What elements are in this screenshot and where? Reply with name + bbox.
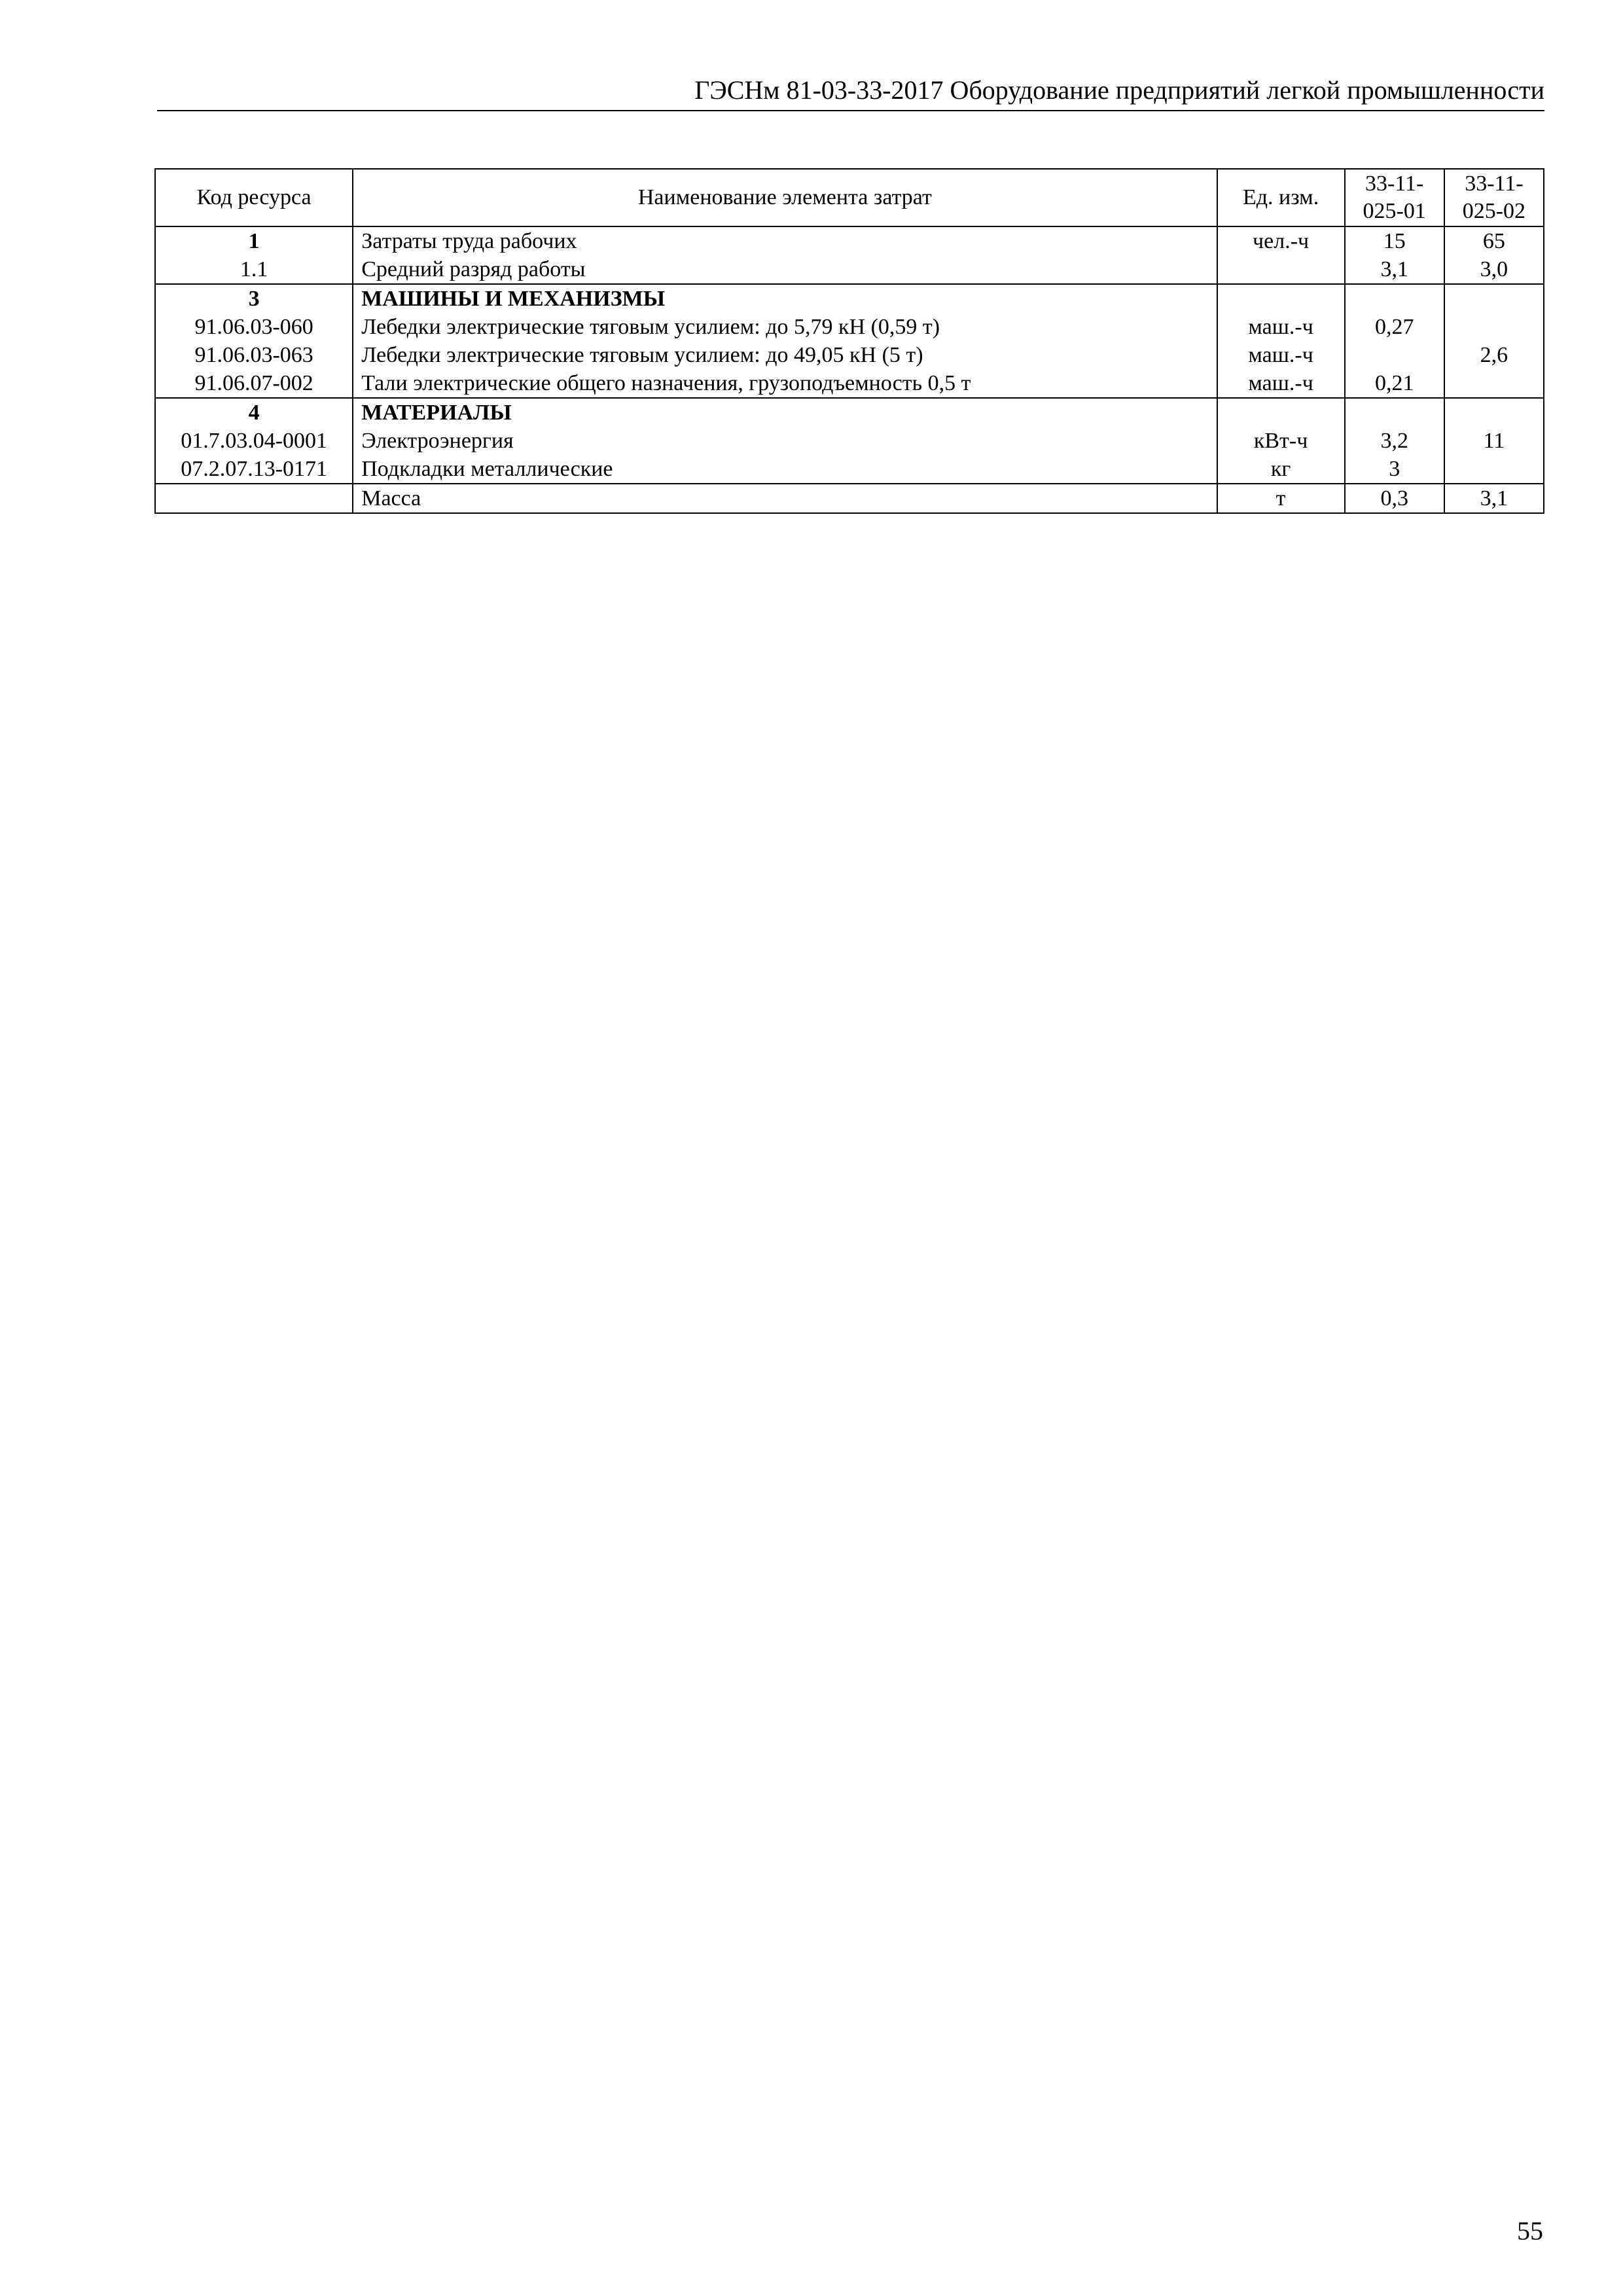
- table-row: [155, 226, 1544, 255]
- page-header-title: ГЭСНм 81-03-33-2017 Оборудование предприятий легкой промышленности: [157, 73, 1544, 111]
- row-name: Электроэнергия: [353, 427, 1217, 455]
- row-name: Лебедки электрические тяговым усилием: до 5,79 кН (0,59 т): [353, 313, 1217, 341]
- row-v1: 0,27: [1345, 313, 1444, 341]
- row-code: 01.7.03.04-0001: [155, 427, 353, 455]
- row-code: 3: [155, 284, 353, 313]
- table-row: [155, 484, 1544, 513]
- row-v1: 3,2: [1345, 427, 1444, 455]
- row-code: [155, 484, 353, 513]
- row-unit: [1217, 398, 1345, 427]
- col-header-code: Код ресурса: [155, 169, 353, 226]
- row-v1: 3,1: [1345, 255, 1444, 284]
- row-section-title: МАШИНЫ И МЕХАНИЗМЫ: [353, 284, 1217, 313]
- row-name: Масса: [353, 484, 1217, 513]
- row-code: 91.06.03-063: [155, 341, 353, 369]
- page-number: 55: [1517, 2216, 1543, 2246]
- row-name: Тали электрические общего назначения, грузоподъемность 0,5 т: [353, 369, 1217, 398]
- row-code: 91.06.07-002: [155, 369, 353, 398]
- table-row: [155, 284, 1544, 313]
- row-v2: [1444, 398, 1544, 427]
- row-code: 1: [155, 226, 353, 255]
- row-v2: [1444, 455, 1544, 484]
- row-code: 91.06.03-060: [155, 313, 353, 341]
- row-v1: [1345, 341, 1444, 369]
- row-v2: 3,0: [1444, 255, 1544, 284]
- row-name: Затраты труда рабочих: [353, 226, 1217, 255]
- col-header-v1: 33-11- 025-01: [1345, 169, 1444, 226]
- table-row: [155, 341, 1544, 369]
- row-unit: [1217, 255, 1345, 284]
- table-row: [155, 369, 1544, 398]
- row-v2: 65: [1444, 226, 1544, 255]
- row-name: Средний разряд работы: [353, 255, 1217, 284]
- table-row: [155, 455, 1544, 484]
- row-unit: маш.-ч: [1217, 369, 1345, 398]
- table-row: [155, 427, 1544, 455]
- row-unit: т: [1217, 484, 1345, 513]
- col-header-unit: Ед. изм.: [1217, 169, 1345, 226]
- row-v1: [1345, 284, 1444, 313]
- row-code: 4: [155, 398, 353, 427]
- row-unit: кг: [1217, 455, 1345, 484]
- col-header-name: Наименование элемента затрат: [353, 169, 1217, 226]
- row-section-title: МАТЕРИАЛЫ: [353, 398, 1217, 427]
- row-unit: чел.-ч: [1217, 226, 1345, 255]
- row-unit: кВт-ч: [1217, 427, 1345, 455]
- row-v1: 15: [1345, 226, 1444, 255]
- row-v2: [1444, 284, 1544, 313]
- col-header-v2: 33-11- 025-02: [1444, 169, 1544, 226]
- row-v2: 3,1: [1444, 484, 1544, 513]
- row-v1: 3: [1345, 455, 1444, 484]
- row-name: Лебедки электрические тяговым усилием: до 49,05 кН (5 т): [353, 341, 1217, 369]
- row-v2: 2,6: [1444, 341, 1544, 369]
- table-header-row: [155, 169, 1544, 226]
- row-code: 1.1: [155, 255, 353, 284]
- row-name: Подкладки металлические: [353, 455, 1217, 484]
- row-unit: маш.-ч: [1217, 341, 1345, 369]
- row-unit: маш.-ч: [1217, 313, 1345, 341]
- row-v2: 11: [1444, 427, 1544, 455]
- row-code: 07.2.07.13-0171: [155, 455, 353, 484]
- table-row: [155, 398, 1544, 427]
- table-row: [155, 255, 1544, 284]
- table-row: [155, 313, 1544, 341]
- row-v1: 0,3: [1345, 484, 1444, 513]
- row-v2: [1444, 313, 1544, 341]
- row-v1: 0,21: [1345, 369, 1444, 398]
- row-v2: [1444, 369, 1544, 398]
- resource-table: [154, 168, 1544, 514]
- row-unit: [1217, 284, 1345, 313]
- row-v1: [1345, 398, 1444, 427]
